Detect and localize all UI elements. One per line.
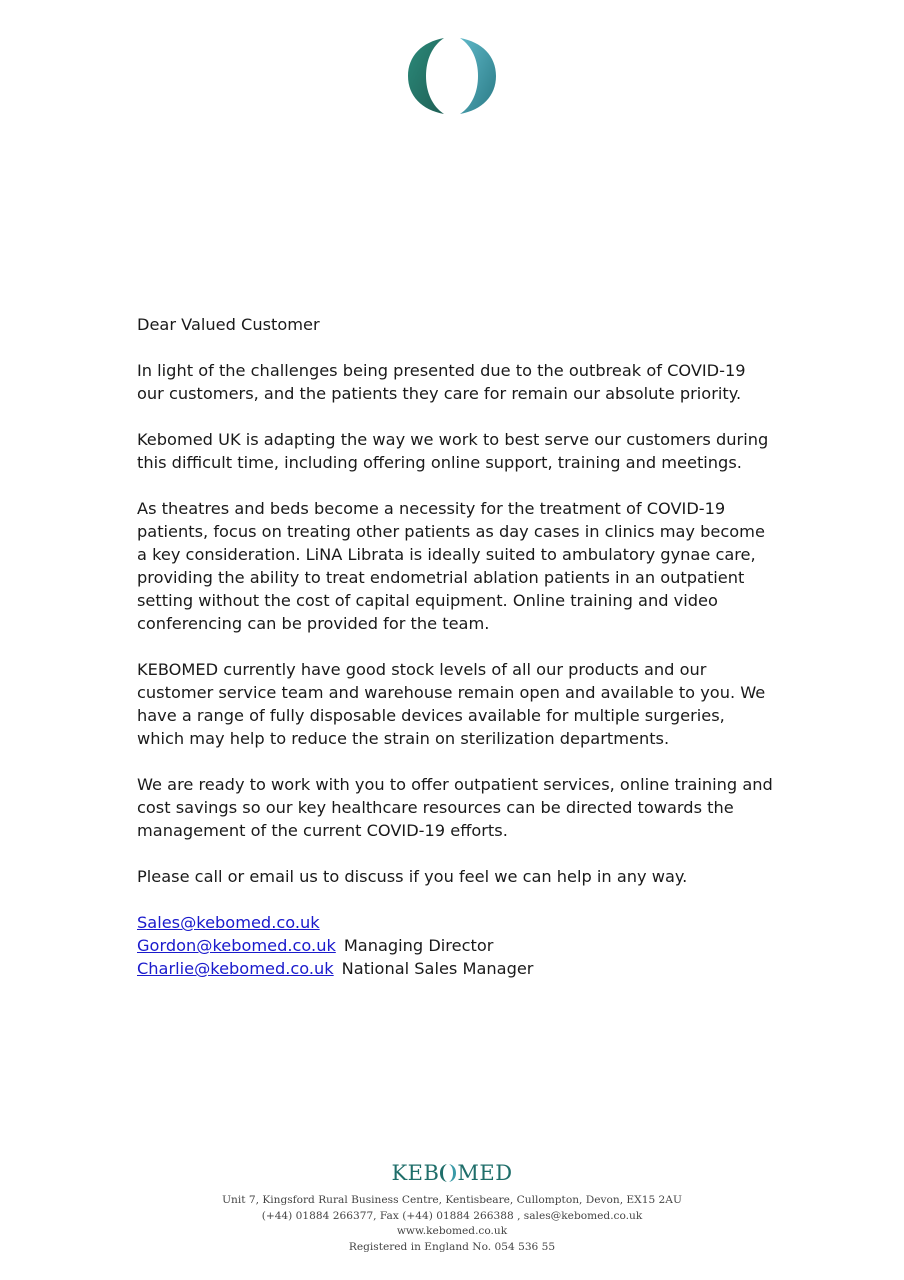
contact-list xyxy=(137,911,777,980)
wordmark-o-brackets-icon xyxy=(439,1163,457,1183)
paragraph-stock-levels: KEBOMED currently have good stock levels of all our products and our customer service team and warehouse remain open and available to you. We have a range of fully disposable devices available for multiple surgeries, which may help to reduce the strain on sterilization departments. xyxy=(137,660,766,748)
gordon-email-link[interactable]: Gordon@kebomed.co.uk xyxy=(137,936,336,955)
sales-email-link[interactable]: Sales@kebomed.co.uk xyxy=(137,913,320,932)
kebomed-wordmark xyxy=(391,1158,512,1188)
kebomed-logo-mark xyxy=(404,36,500,116)
contact-role-managing-director: Managing Director xyxy=(343,936,494,955)
paragraph-call-or-email: Please call or email us to discuss if you feel we can help in any way. xyxy=(137,867,688,886)
wordmark-prefix: KEB xyxy=(391,1161,440,1185)
logo-brackets-icon xyxy=(404,36,500,116)
letterhead-footer xyxy=(0,1158,904,1255)
wordmark-suffix: MED xyxy=(457,1161,513,1185)
letter-body xyxy=(137,313,777,980)
footer-registration: Registered in England No. 054 536 55 xyxy=(348,1240,556,1253)
paragraph-ready-to-work: We are ready to work with you to offer outpatient services, online training and cost savings so our key healthcare resources can be directed towards the management of the current COVID-19 efforts. xyxy=(137,775,773,840)
contact-sales xyxy=(137,911,777,934)
footer-website: www.kebomed.co.uk xyxy=(396,1225,508,1237)
paragraph-lina-librata: As theatres and beds become a necessity for the treatment of COVID-19 patients, focus on treating other patients as day cases in clinics may become a key consideration. LiNA Librata is ideally suited to ambulatory gynae care, providing the ability to treat endometrial ablation patients in an outpatient setting without the cost of capital equipment. Online training and video conferencing can be provided for the team. xyxy=(137,499,765,633)
contact-gordon xyxy=(137,934,777,957)
footer-address: Unit 7, Kingsford Rural Business Centre, Kentisbeare, Cullompton, Devon, EX15 2AU xyxy=(222,1194,682,1206)
paragraph-covid-priority: In light of the challenges being presented due to the outbreak of COVID-19 our customers, and the patients they care for remain our absolute priority. xyxy=(137,361,746,403)
contact-charlie xyxy=(137,957,777,980)
contact-role-national-sales-manager: National Sales Manager xyxy=(341,959,534,978)
charlie-email-link[interactable]: Charlie@kebomed.co.uk xyxy=(137,959,334,978)
footer-phone-fax: (+44) 01884 266377, Fax (+44) 01884 266388 , sales@kebomed.co.uk xyxy=(261,1209,643,1222)
paragraph-adapting: Kebomed UK is adapting the way we work to best serve our customers during this difficult time, including offering online support, training and meetings. xyxy=(137,430,769,472)
salutation: Dear Valued Customer xyxy=(137,315,320,334)
